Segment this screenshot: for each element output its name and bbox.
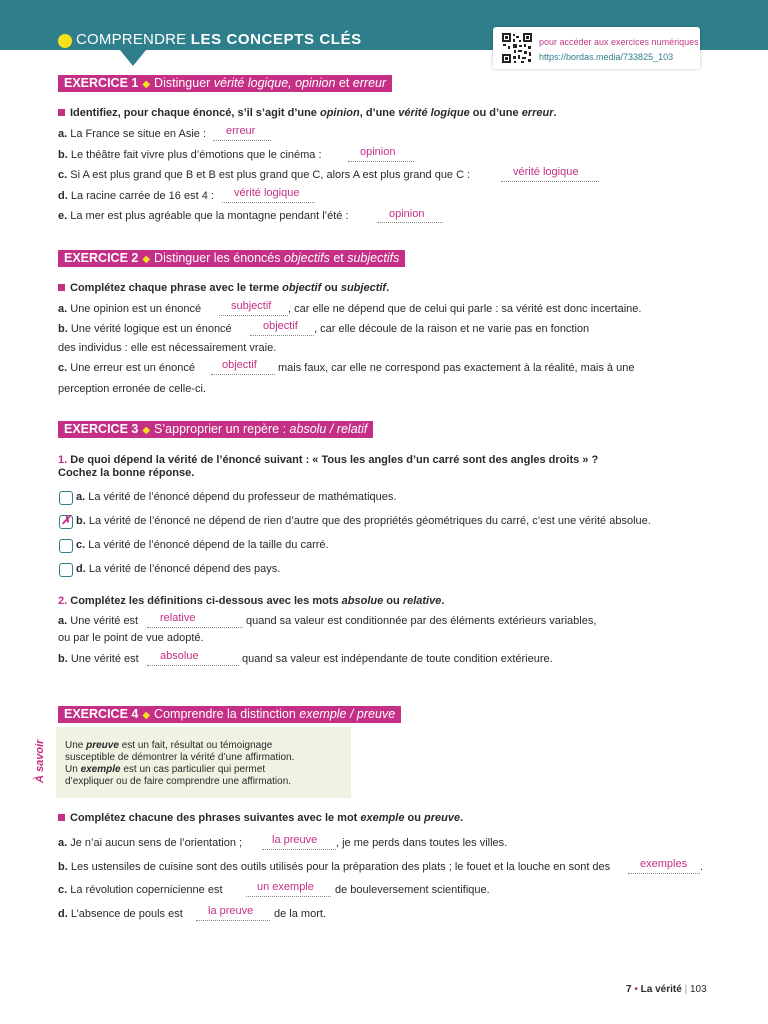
answer-blank[interactable] [222,202,315,203]
option-b [76,514,651,528]
answer-blank[interactable] [250,335,314,336]
savoir-text: Un [65,764,81,775]
item-text: L’absence de pouls est [70,908,183,920]
item-text-after: , car elle ne dépend que de celui qui parle : sa vérité est donc incertaine. [288,303,642,315]
question-number: 1. [58,454,68,466]
question-text: . [441,595,445,607]
item-text: La révolution copernicienne est [70,884,223,896]
chapter-title: La vérité [640,984,682,995]
instr-italic: objectif [282,282,322,294]
ex3-def-b [58,652,139,666]
item-text-after: de bouleversement scientifique. [335,884,490,896]
instr-part: . [460,812,464,824]
title-part: Comprendre la distinction [154,707,300,721]
title-italic: erreur [352,76,387,90]
exercise-3-title [58,421,373,438]
ex4-item-a [58,836,242,850]
bullet-square-icon [58,109,65,116]
instr-part: ou [404,812,424,824]
item-label: a. [58,303,68,315]
savoir-line [65,764,265,775]
diamond-icon: ◆ [142,79,151,90]
answer-text: objectif [222,359,257,371]
option-label: a. [76,491,86,503]
answer-blank[interactable] [628,873,700,874]
instr-italic: vérité logique [398,107,470,119]
savoir-keyword: preuve [86,740,119,751]
question-italic: relative [402,595,442,607]
item-label: b. [58,149,68,161]
option-label: d. [76,563,86,575]
title-part: et [329,251,348,265]
title-part: et [335,76,353,90]
ex1-item-c [58,168,470,182]
answer-text: opinion [389,208,425,220]
exercise-2-instruction [58,281,389,295]
yellow-dot-icon [58,34,72,48]
ex3-question-1 [58,453,598,467]
title-part: Distinguer [154,76,214,90]
answer-blank[interactable] [262,849,336,850]
ex3-def-a [58,614,138,628]
exercise-number: EXERCICE 2 [64,251,139,265]
exercise-2-title [58,250,405,267]
checkbox-c[interactable] [59,539,73,553]
instr-part: . [553,107,557,119]
check-mark-icon: ✗ [61,513,72,527]
section-prefix: COMPRENDRE [76,31,187,48]
item-label: b. [58,653,68,665]
item-text-continued: des individus : elle est nécessairement vraie. [58,342,277,354]
exercise-number: EXERCICE 3 [64,422,139,436]
option-label: b. [76,515,86,527]
checkbox-d[interactable] [59,563,73,577]
item-text-continued: ou par le point de vue adopté. [58,632,204,644]
answer-text: subjectif [231,300,272,312]
answer-blank[interactable] [147,665,239,666]
instr-italic: preuve [424,812,461,824]
ex2-item-c [58,361,195,375]
question-text: Complétez les définitions ci-dessous avec les mots [70,595,342,607]
ex4-item-d [58,907,183,921]
bullet-square-icon [58,284,65,291]
ex1-item-b [58,148,322,162]
savoir-line [65,740,272,751]
title-italic: vérité logique, opinion [213,76,336,90]
option-label: c. [76,539,86,551]
qr-link-box[interactable] [493,27,700,69]
savoir-text: est un cas particulier qui permet [120,764,266,775]
answer-blank[interactable] [219,315,288,316]
item-label: a. [58,128,68,140]
item-text-after: quand sa valeur est conditionnée par des éléments extérieurs variables, [246,615,597,627]
ex4-item-b [58,860,610,874]
answer-blank[interactable] [147,627,243,628]
item-text: Une erreur est un énoncé [70,362,195,374]
answer-blank[interactable] [196,920,270,921]
instr-italic: subjectif [340,282,387,294]
title-italic: subjectifs [347,251,400,265]
item-text: Les ustensiles de cuisine sont des outils utilisés pour la préparation des plats ; le fouet et la louche en sont des [70,861,611,873]
exercise-4-instruction [58,811,463,825]
footer-bar: | [684,984,688,995]
question-text: ou [383,595,403,607]
answer-text: erreur [226,125,256,137]
answer-text: un exemple [257,881,314,893]
item-label: b. [58,861,68,873]
item-text: La France se situe en Asie : [70,128,206,140]
item-text-after: quand sa valeur est indépendante de toute condition extérieure. [242,653,553,665]
instr-part: Identifiez, pour chaque énoncé, s’il s’agit d’une [70,107,320,119]
option-c [76,538,329,552]
instr-part: Complétez chacune des phrases suivantes avec le mot [70,812,361,824]
item-text-after: . [700,861,704,873]
answer-text: exemples [640,858,688,870]
qr-caption: pour accéder aux exercices numériques [539,37,699,47]
item-label: a. [58,615,68,627]
answer-blank[interactable] [377,222,443,223]
question-number: 2. [58,595,68,607]
item-text-after: mais faux, car elle ne correspond pas exactement à la réalité, mais à une [278,362,635,374]
ex3-question-1-line2: Cochez la bonne réponse. [58,467,195,479]
item-text: Une vérité est [70,653,139,665]
title-part: Distinguer les énoncés [154,251,284,265]
item-label: d. [58,190,68,202]
checkbox-a[interactable] [59,491,73,505]
answer-text: opinion [360,146,396,158]
answer-text: absolue [160,650,199,662]
item-text: Le théâtre fait vivre plus d’émotions que le cinéma : [70,149,322,161]
question-text: De quoi dépend la vérité de l’énoncé suivant : « Tous les angles d’un carré sont des angles droits » ? [70,454,599,466]
exercise-4-title [58,706,401,723]
instr-part: . [386,282,390,294]
item-text-after: de la mort. [274,908,326,920]
title-italic: absolu / relatif [289,422,368,436]
answer-text: vérité logique [234,187,300,199]
header-tab-arrow [120,50,146,66]
option-text: La vérité de l’énoncé dépend des pays. [88,563,281,575]
chapter-number: 7 [626,984,632,995]
ex1-item-d [58,189,214,203]
footer-separator: • [634,984,638,995]
item-label: c. [58,169,68,181]
page-footer [626,984,707,995]
qr-url-link[interactable]: https://bordas.media/733825_103 [539,52,674,62]
item-text: La racine carrée de 16 est 4 : [70,190,214,202]
ex2-item-b [58,322,232,336]
option-text: La vérité de l’énoncé ne dépend de rien d’autre que des propriétés géométriques du carré, c’est une vérité absolue. [88,515,651,527]
answer-text: vérité logique [513,166,579,178]
ex3-question-2 [58,594,444,608]
item-text: Une vérité est [70,615,139,627]
ex4-item-c [58,883,223,897]
diamond-icon: ◆ [142,425,151,436]
question-italic: absolue [341,595,384,607]
ex2-item-a [58,302,201,316]
item-text: La mer est plus agréable que la montagne pendant l’été : [70,210,349,222]
answer-blank[interactable] [348,161,414,162]
answer-text: objectif [263,320,298,332]
instr-italic: opinion [319,107,360,119]
item-text: Une vérité logique est un énoncé [70,323,232,335]
item-label: c. [58,884,68,896]
diamond-icon: ◆ [142,710,151,721]
item-label: e. [58,210,68,222]
section-bold: LES CONCEPTS CLÉS [190,31,362,48]
savoir-line: susceptible de démontrer la vérité d’une affirmation. [65,752,295,763]
ex1-item-e [58,209,349,223]
savoir-label: À savoir [34,739,46,783]
qr-code-icon [501,32,533,64]
instr-italic: erreur [521,107,554,119]
instr-italic: exemple [360,812,405,824]
item-label: b. [58,323,68,335]
savoir-text: Une [65,740,87,751]
answer-blank[interactable] [501,181,599,182]
answer-blank[interactable] [211,374,275,375]
diamond-icon: ◆ [142,254,151,265]
answer-text: la preuve [272,834,318,846]
savoir-text: est un fait, résultat ou témoignage [118,740,273,751]
option-d [76,562,280,576]
option-text: La vérité de l’énoncé dépend du professeur de mathématiques. [88,491,397,503]
item-label: c. [58,362,68,374]
title-part: S’approprier un repère : [154,422,290,436]
item-label: d. [58,908,68,920]
instr-part: Complétez chaque phrase avec le terme [70,282,283,294]
bullet-square-icon [58,814,65,821]
option-text: La vérité de l’énoncé dépend de la taille du carré. [88,539,329,551]
answer-blank[interactable] [213,140,271,141]
option-a [76,490,396,504]
title-italic: exemple / preuve [299,707,396,721]
page-number: 103 [689,984,707,995]
item-text: Je n’ai aucun sens de l’orientation ; [70,837,243,849]
item-text-continued: perception erronée de celle-ci. [58,383,206,395]
instr-part: , d’une [359,107,399,119]
item-text-after: , je me perds dans toutes les villes. [336,837,508,849]
item-label: a. [58,837,68,849]
instr-part: ou d’une [469,107,522,119]
exercise-1-title [58,75,392,92]
exercise-number: EXERCICE 4 [64,707,139,721]
exercise-1-instruction [58,106,557,120]
item-text: Une opinion est un énoncé [70,303,202,315]
answer-text: relative [160,612,196,624]
answer-text: la preuve [208,905,254,917]
item-text-after: , car elle découle de la raison et ne varie pas en fonction [314,323,590,335]
item-text: Si A est plus grand que B et B est plus grand que C, alors A est plus grand que C : [70,169,471,181]
ex1-item-a [58,127,206,141]
answer-blank[interactable] [246,896,331,897]
section-title [76,31,362,48]
exercise-number: EXERCICE 1 [64,76,139,90]
instr-part: ou [321,282,341,294]
savoir-keyword: exemple [80,764,121,775]
title-italic: objectifs [283,251,330,265]
savoir-line: d’expliquer ou de faire comprendre une affirmation. [65,776,292,787]
